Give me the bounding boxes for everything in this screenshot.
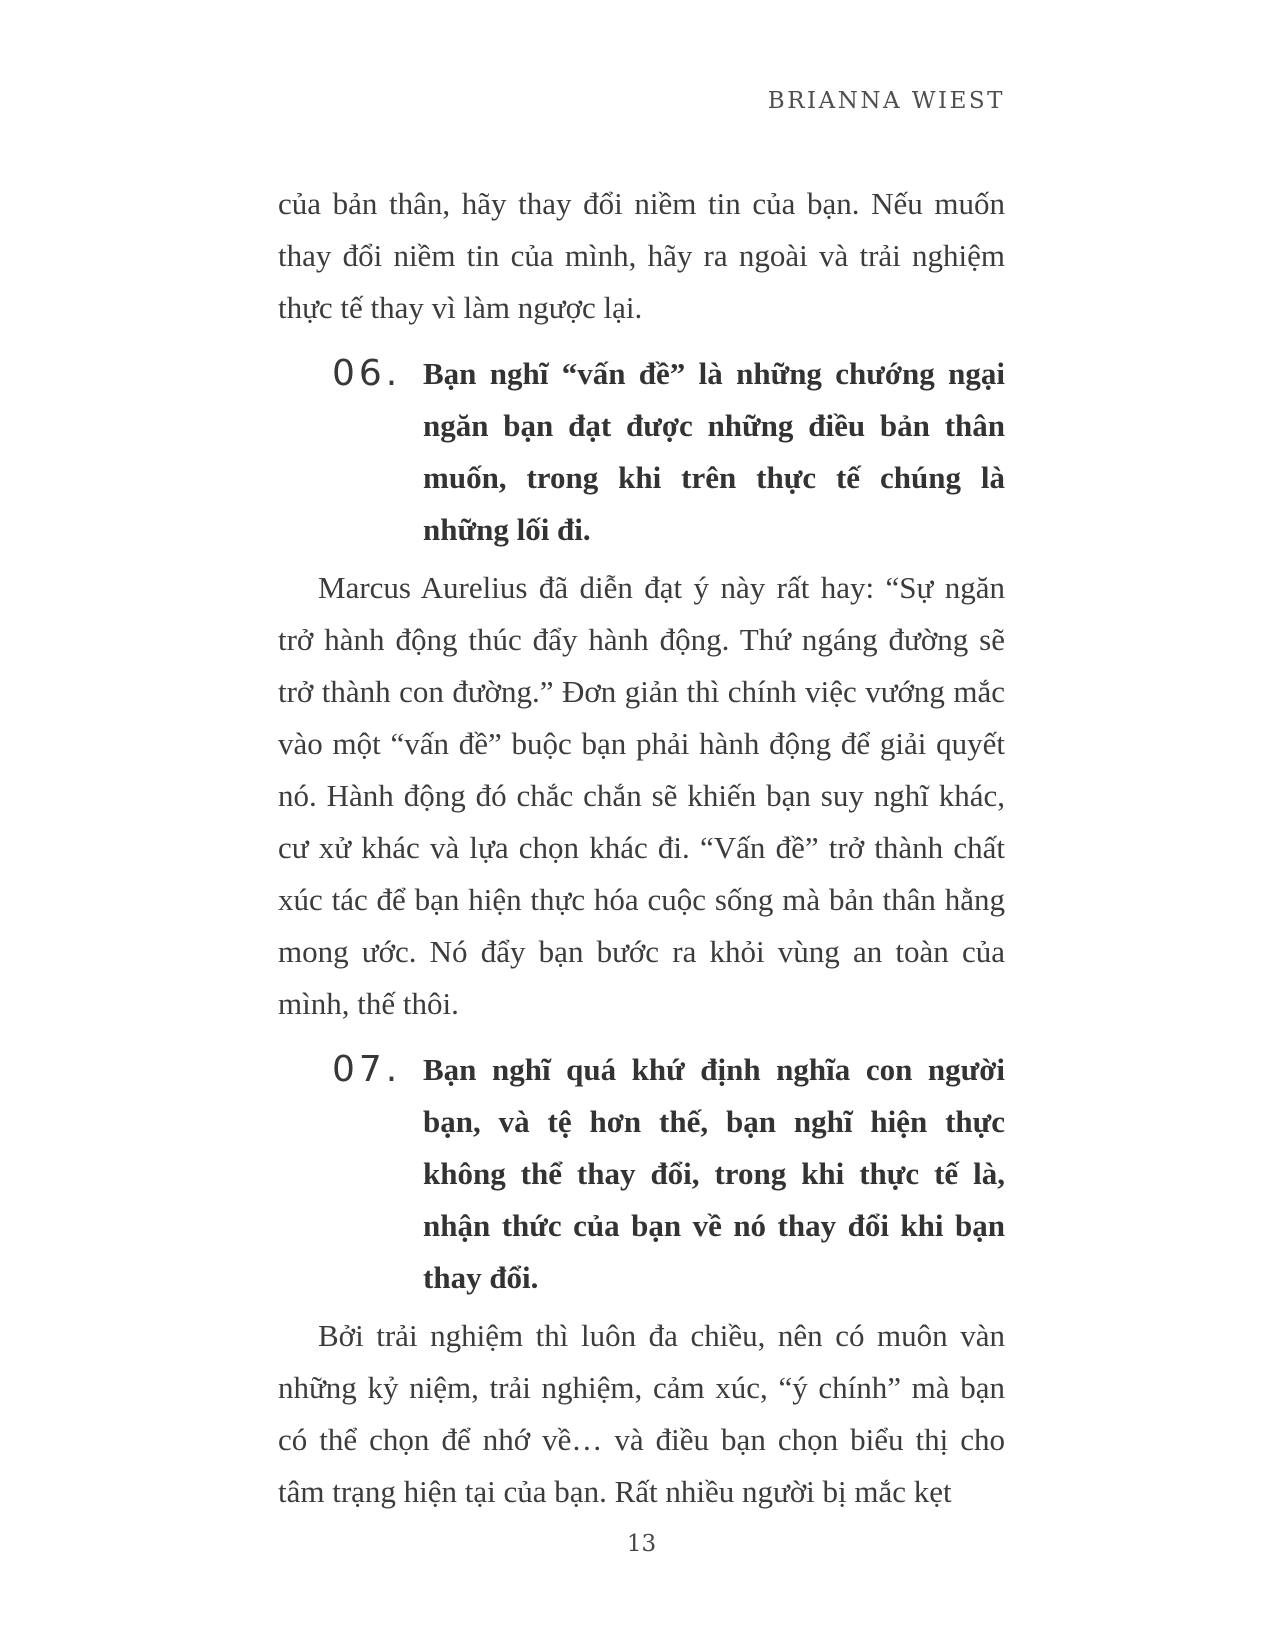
point-text-07: Bạn nghĩ quá khứ định nghĩa con người bạn, và tệ hơn thế, bạn nghĩ hiện thực không thể thay đổi, trong khi thực tế là, nhận thức của bạn về nó thay đổi khi bạn thay đổi.	[423, 1052, 1005, 1295]
point-number-07: 07.	[332, 1049, 402, 1090]
paragraph-continuation: của bản thân, hãy thay đổi niềm tin của bạn. Nếu muốn thay đổi niềm tin của mình, hãy ra ngoài và trải nghiệm thực tế thay vì làm ngược lại.	[278, 186, 1005, 325]
running-header: BRIANNA WIEST	[767, 88, 1005, 114]
paragraph-marcus-aurelius: Marcus Aurelius đã diễn đạt ý này rất hay: “Sự ngăn trở hành động thúc đẩy hành động. Thứ ngáng đường sẽ trở thành con đường.” Đơn giản thì chính việc vướng mắc vào một “vấn đề” buộc bạn phải hành động để giải quyết nó. Hành động đó chắc chắn sẽ khiến bạn suy nghĩ khác, cư xử khác và lựa chọn khác đi. “Vấn đề” trở thành chất xúc tác để bạn hiện thực hóa cuộc sống mà bản thân hằng mong ước. Nó đẩy bạn bước ra khỏi vùng an toàn của mình, thế thôi.	[278, 570, 1005, 1021]
page-number: 13	[626, 1531, 657, 1557]
numbered-point-06	[278, 348, 1005, 556]
numbered-point-07	[278, 1044, 1005, 1304]
point-number-06: 06.	[332, 353, 402, 394]
point-text-06: Bạn nghĩ “vấn đề” là những chướng ngại ngăn bạn đạt được những điều bản thân muốn, trong khi trên thực tế chúng là những lối đi.	[423, 356, 1005, 547]
paragraph-experience: Bởi trải nghiệm thì luôn đa chiều, nên có muôn vàn những kỷ niệm, trải nghiệm, cảm xúc, “ý chính” mà bạn có thể chọn để nhớ về… và điều bạn chọn biểu thị cho tâm trạng hiện tại của bạn. Rất nhiều người bị mắc kẹt	[278, 1318, 1005, 1509]
page-content	[278, 178, 1005, 1532]
